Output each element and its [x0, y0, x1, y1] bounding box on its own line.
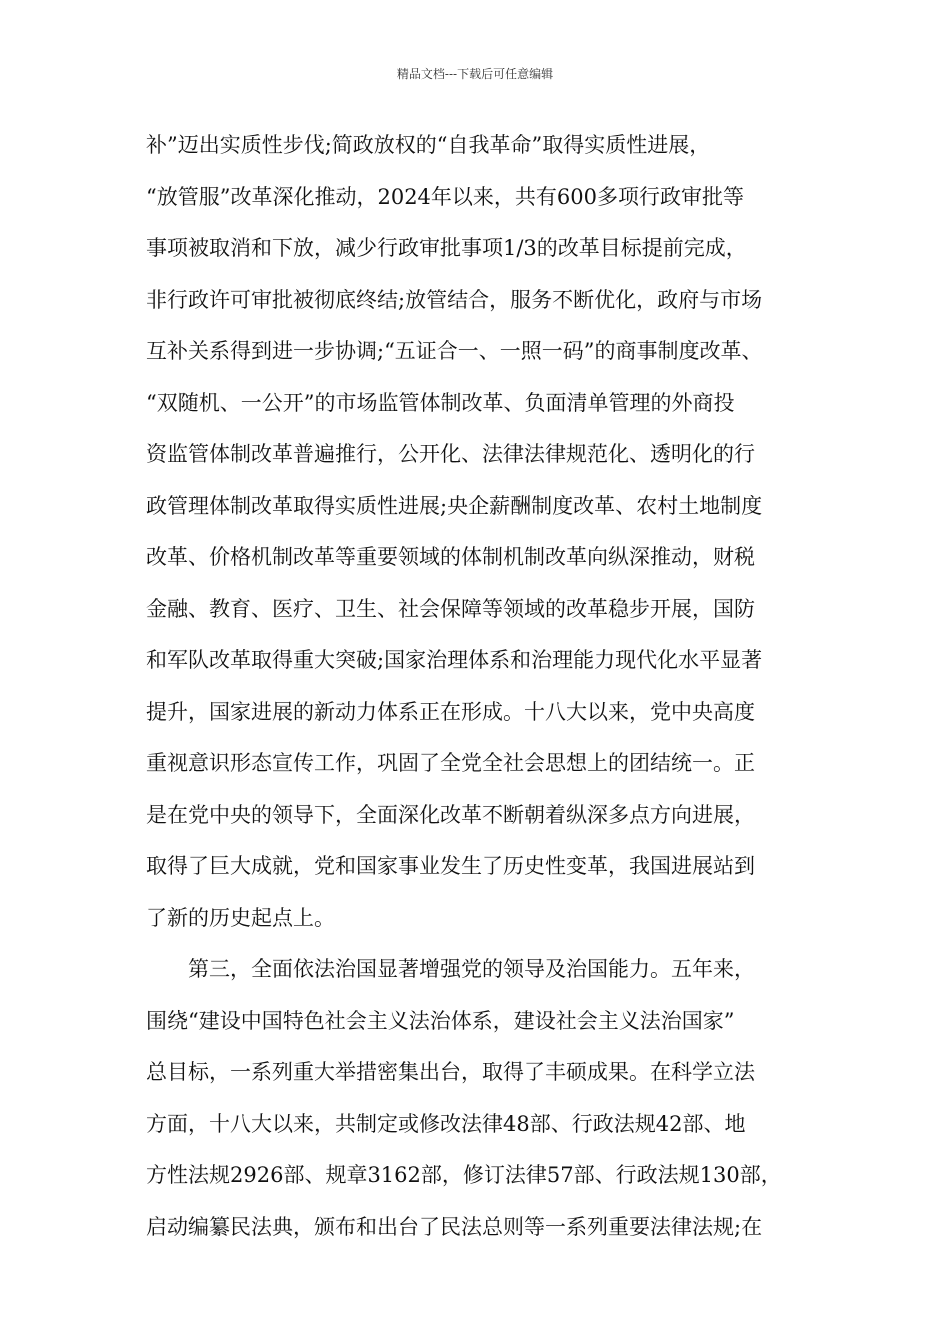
text-line: “双随机、一公开”的市场监管体制改革、负面清单管理的外商投 [146, 390, 735, 415]
text-line: 重视意识形态宣传工作，巩固了全党全社会思想上的团结统一。正 [146, 751, 755, 775]
text-line: 方面，十八大以来，共制定或修改法律48部、行政法规42部、地 [146, 1111, 746, 1136]
text-line: 改革、价格机制改革等重要领域的体制机制改革向纵深推动，财税 [146, 545, 755, 569]
text-line: 取得了巨大成就，党和国家事业发生了历史性变革，我国进展站到 [146, 854, 755, 878]
paragraph-start-line: 第三，全面依法治国显著增强党的领导及治国能力。五年来， [188, 957, 755, 981]
text-line: 金融、教育、医疗、卫生、社会保障等领域的改革稳步开展，国防 [146, 596, 755, 621]
page-header: 精品文档---下载后可任意编辑 [396, 67, 554, 81]
text-line: 政管理体制改革取得实质性进展;央企薪酬制度改革、农村土地制度 [146, 493, 763, 518]
text-line: “放管服”改革深化推动，2024年以来，共有600多项行政审批等 [146, 184, 744, 209]
text-line: 非行政许可审批被彻底终结;放管结合，服务不断优化，政府与市场 [146, 287, 763, 312]
text-line: 补”迈出实质性步伐;简政放权的“自我革命”取得实质性进展， [146, 133, 711, 157]
text-line: 提升，国家进展的新动力体系正在形成。十八大以来，党中央高度 [146, 699, 755, 724]
text-line: 是在党中央的领导下，全面深化改革不断朝着纵深多点方向进展， [146, 802, 755, 827]
text-line: 事项被取消和下放，减少行政审批事项1/3的改革目标提前完成， [146, 236, 747, 260]
text-line: 了新的历史起点上。 [146, 905, 335, 930]
text-line: 围绕“建设中国特色社会主义法治体系，建设社会主义法治国家” [146, 1008, 735, 1033]
text-line: 总目标，一系列重大举措密集出台，取得了丰硕成果。在科学立法 [146, 1060, 755, 1084]
text-line: 互补关系得到进一步协调;“五证合一、一照一码”的商事制度改革、 [146, 339, 763, 363]
text-line: 资监管体制改革普遍推行，公开化、法律法律规范化、透明化的行 [146, 442, 755, 466]
text-line: 和军队改革取得重大突破;国家治理体系和治理能力现代化水平显著 [146, 648, 763, 672]
text-line: 启动编纂民法典，颁布和出台了民法总则等一系列重要法律法规;在 [146, 1214, 763, 1239]
text-line: 方性法规2926部、规章3162部，修订法律57部、行政法规130部， [146, 1163, 782, 1187]
document-body [146, 120, 816, 1253]
